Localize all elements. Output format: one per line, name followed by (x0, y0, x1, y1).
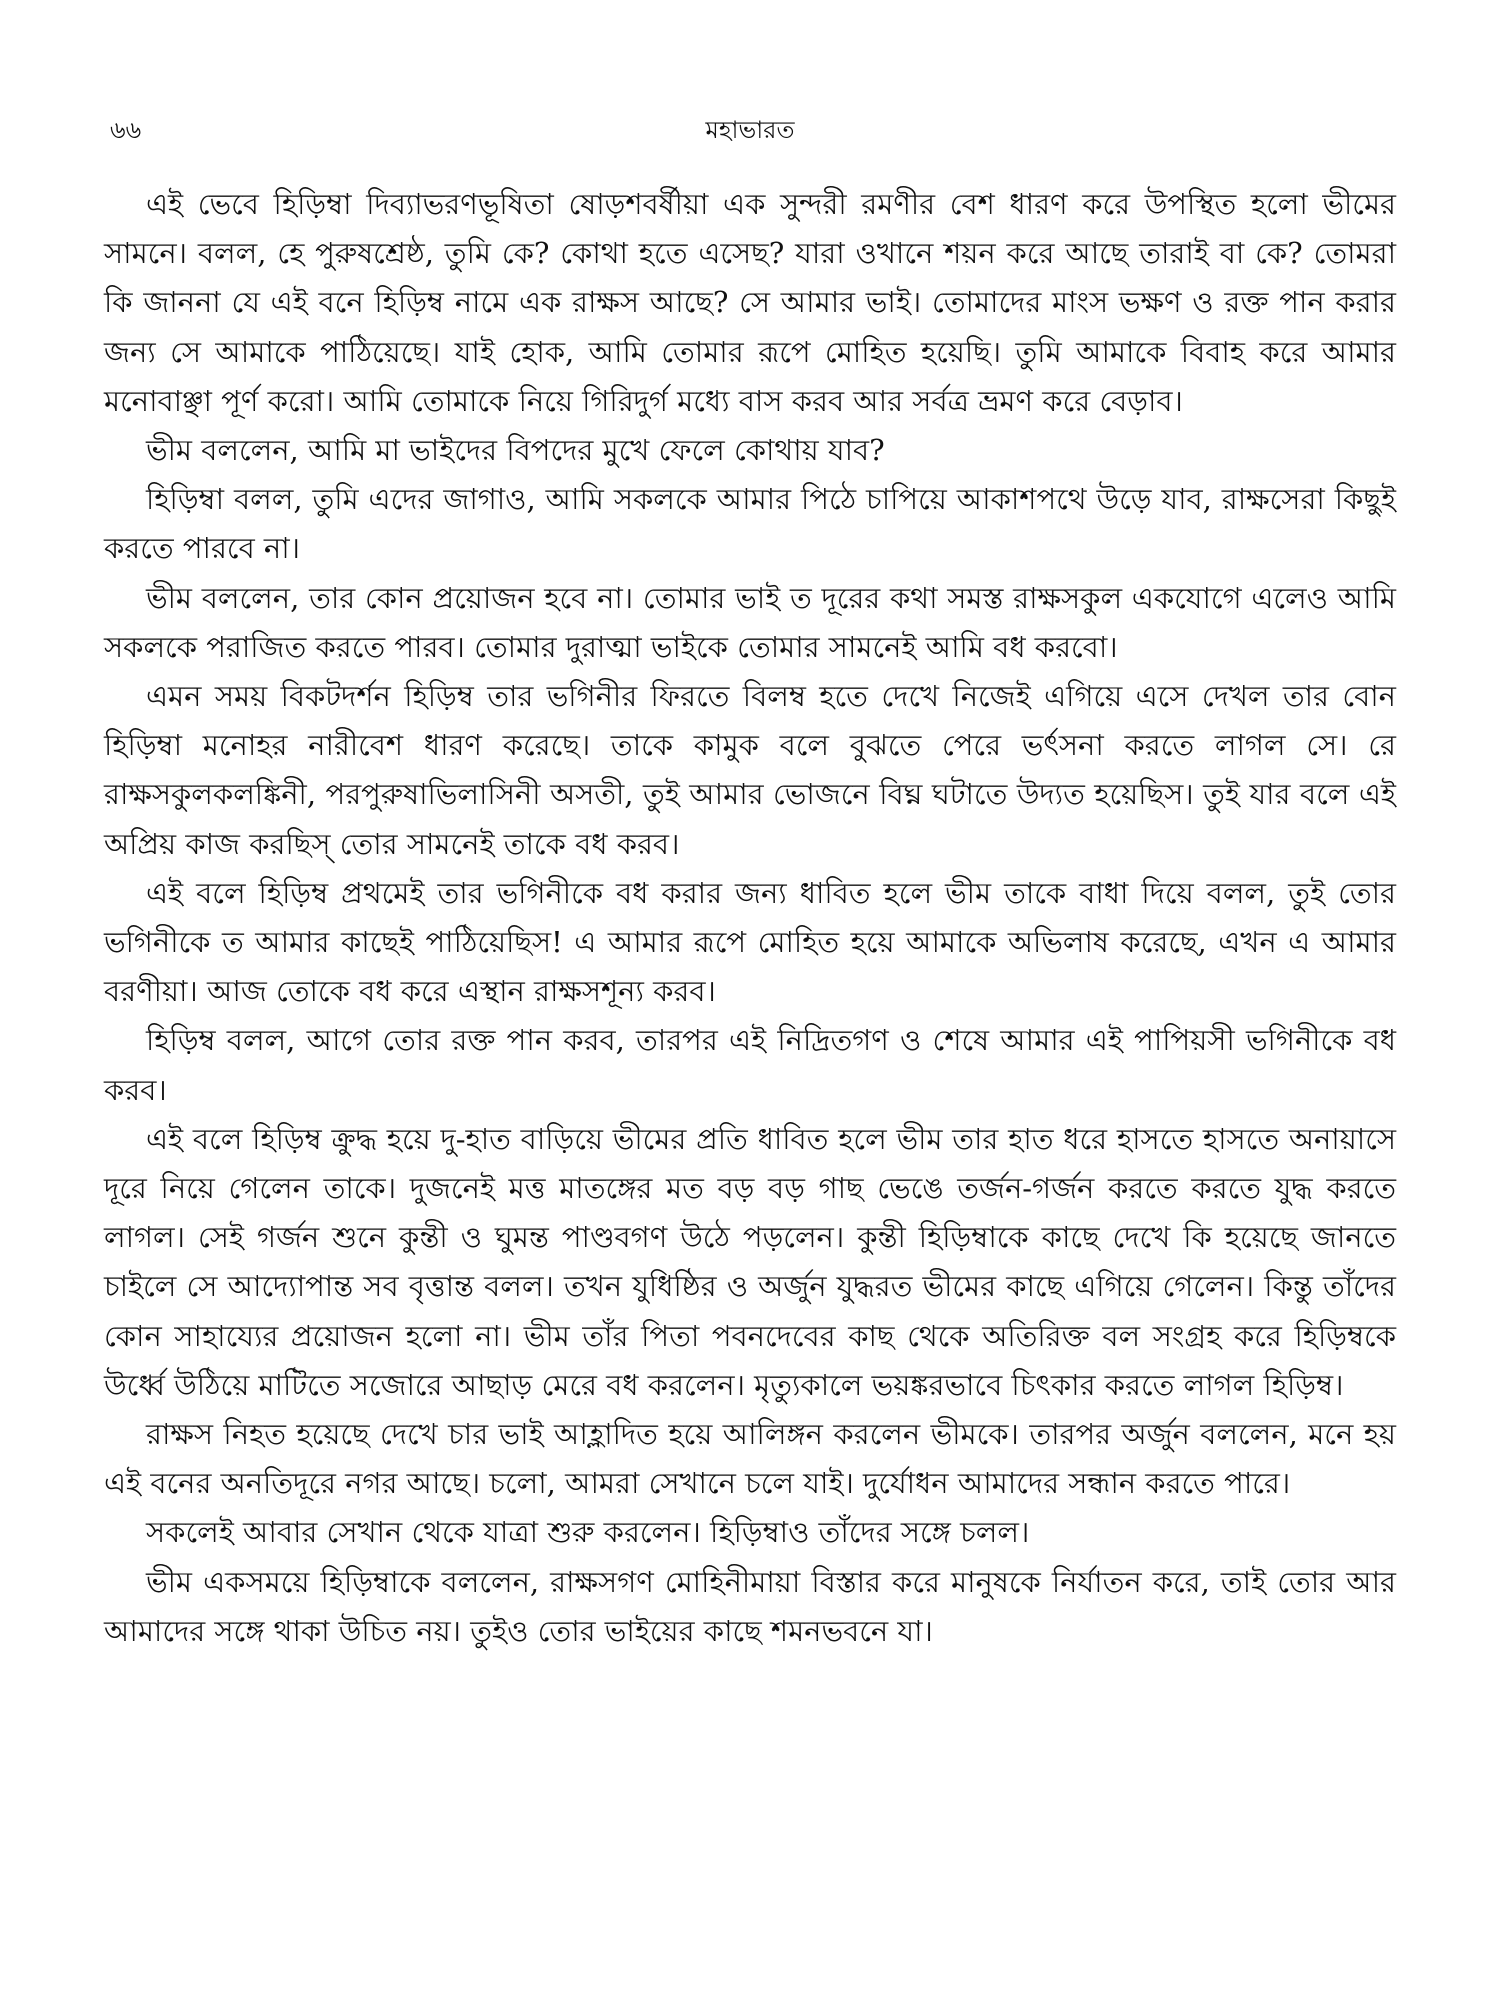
paragraph: ভীম একসময়ে হিড়িম্বাকে বললেন, রাক্ষসগণ মোহিনীমায়া বিস্তার করে মানুষকে নির্যাতন করে, তাই তোর আর আমাদের সঙ্গে থাকা উচিত নয়। তুইও তোর ভাইয়ের কাছে শমনভবনে যা। (104, 1564, 1396, 1648)
paragraph: এই বলে হিড়িম্ব প্রথমেই তার ভগিনীকে বধ করার জন্য ধাবিত হলে ভীম তাকে বাধা দিয়ে বলল, তুই তোর ভগিনীকে ত আমার কাছেই পাঠিয়েছিস! এ আমার রূপে মোহিত হয়ে আমাকে অভিলাষ করেছে, এখন এ আমার বরণীয়া। আজ তোকে বধ করে এস্থান রাক্ষসশূন্য করব। (104, 875, 1396, 1009)
page-number: ৬৬ (110, 116, 142, 144)
paragraph: সকলেই আবার সেখান থেকে যাত্রা শুরু করলেন। হিড়িম্বাও তাঁদের সঙ্গে চলল। (146, 1515, 1030, 1550)
paragraph: রাক্ষস নিহত হয়েছে দেখে চার ভাই আহ্লাদিত হয়ে আলিঙ্গন করলেন ভীমকে। তারপর অর্জুন বললেন, মনে হয় এই বনের অনতিদূরে নগর আছে। চলো, আমরা সেখানে চলে যাই। দুর্যোধন আমাদের সন্ধান করতে পারে। (104, 1417, 1396, 1501)
paragraph: এই বলে হিড়িম্ব ক্রুদ্ধ হয়ে দু-হাত বাড়িয়ে ভীমের প্রতি ধাবিত হলে ভীম তার হাত ধরে হাসতে হাসতে অনায়াসে দূরে নিয়ে গেলেন তাকে। দুজনেই মত্ত মাতঙ্গের মত বড় বড় গাছ ভেঙে তর্জন-গর্জন করতে করতে যুদ্ধ করতে লাগল। সেই গর্জন শুনে কুন্তী ও ঘুমন্ত পাণ্ডবগণ উঠে পড়লেন। কুন্তী হিড়িম্বাকে কাছে দেখে কি হয়েছে জানতে চাইলে সে আদ্যোপান্ত সব বৃত্তান্ত বলল। তখন যুধিষ্ঠির ও অর্জুন যুদ্ধরত ভীমের কাছে এগিয়ে গেলেন। কিন্তু তাঁদের কোন সাহায্যের প্রয়োজন হলো না। ভীম তাঁর পিতা পবনদেবের কাছ থেকে অতিরিক্ত বল সংগ্রহ করে হিড়িম্বকে উর্ধ্বে উঠিয়ে মাটিতে সজোরে আছাড় মেরে বধ করলেন। মৃত্যুকালে ভয়ঙ্করভাবে চিৎকার করতে লাগল হিড়িম্ব। (104, 1121, 1396, 1402)
paragraph: এই ভেবে হিড়িম্বা দিব্যাভরণভূষিতা ষোড়শবর্ষীয়া এক সুন্দরী রমণীর বেশ ধারণ করে উপস্থিত হলো ভীমের সামনে। বলল, হে পুরুষশ্রেষ্ঠ, তুমি কে? কোথা হতে এসেছ? যারা ওখানে শয়ন করে আছে তারাই বা কে? তোমরা কি জাননা যে এই বনে হিড়িম্ব নামে এক রাক্ষস আছে? সে আমার ভাই। তোমাদের মাংস ভক্ষণ ও রক্ত পান করার জন্য সে আমাকে পাঠিয়েছে। যাই হোক, আমি তোমার রূপে মোহিত হয়েছি। তুমি আমাকে বিবাহ করে আমার মনোবাঞ্ছা পূর্ণ করো। আমি তোমাকে নিয়ে গিরিদুর্গ মধ্যে বাস করব আর সর্বত্র ভ্রমণ করে বেড়াব। (104, 187, 1396, 418)
paragraph: ভীম বললেন, আমি মা ভাইদের বিপদের মুখে ফেলে কোথায় যাব? (146, 433, 885, 468)
body-text (104, 180, 1396, 1656)
page-header (110, 112, 1390, 152)
paragraph: হিড়িম্ব বলল, আগে তোর রক্ত পান করব, তারপর এই নিদ্রিতগণ ও শেষে আমার এই পাপিয়সী ভগিনীকে বধ করব। (104, 1023, 1396, 1107)
running-title: মহাভারত (705, 116, 795, 144)
paragraph: এমন সময় বিকটদর্শন হিড়িম্ব তার ভগিনীর ফিরতে বিলম্ব হতে দেখে নিজেই এগিয়ে এসে দেখল তার বোন হিড়িম্বা মনোহর নারীবেশ ধারণ করেছে। তাকে কামুক বলে বুঝতে পেরে ভর্ৎসনা করতে লাগল সে। রে রাক্ষসকুলকলঙ্কিনী, পরপুরুষাভিলাসিনী অসতী, তুই আমার ভোজনে বিঘ্ন ঘটাতে উদ্যত হয়েছিস। তুই যার বলে এই অপ্রিয় কাজ করছিস্ তোর সামনেই তাকে বধ করব। (104, 679, 1396, 861)
paragraph: হিড়িম্বা বলল, তুমি এদের জাগাও, আমি সকলকে আমার পিঠে চাপিয়ে আকাশপথে উড়ে যাব, রাক্ষসেরা কিছুই করতে পারবে না। (104, 482, 1396, 566)
paragraph: ভীম বললেন, তার কোন প্রয়োজন হবে না। তোমার ভাই ত দূরের কথা সমস্ত রাক্ষসকুল একযোগে এলেও আমি সকলকে পরাজিত করতে পারব। তোমার দুরাত্মা ভাইকে তোমার সামনেই আমি বধ করবো। (104, 580, 1396, 664)
